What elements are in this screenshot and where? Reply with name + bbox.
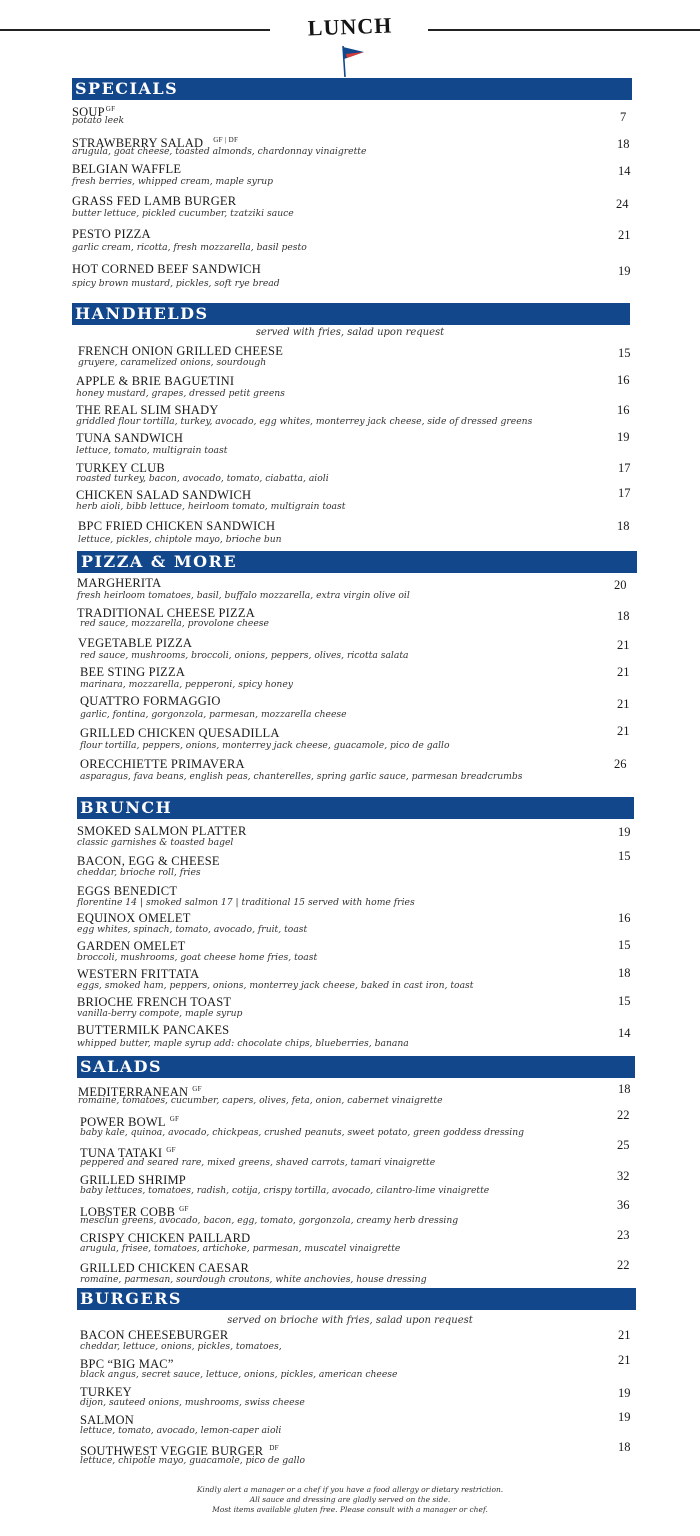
item-price: 21	[617, 724, 630, 738]
item-price: 32	[617, 1169, 630, 1183]
item-name: CHICKEN SALAD SANDWICH	[76, 488, 252, 502]
item-price: 18	[618, 1440, 631, 1454]
item-price: 7	[620, 110, 627, 124]
item-price: 18	[617, 519, 630, 533]
footer-line: Kindly alert a manager or a chef if you have a food allergy or dietary restriction.	[196, 1485, 504, 1494]
item-description: lettuce, tomato, multigrain toast	[76, 445, 228, 456]
item-description: mesclun greens, avocado, bacon, egg, tomato, gorgonzola, creamy herb dressing	[80, 1215, 459, 1226]
item-name: EQUINOX OMELET	[77, 911, 191, 925]
item-description: spicy brown mustard, pickles, soft rye bread	[72, 278, 280, 289]
dietary-tag: GF	[105, 105, 116, 113]
item-price: 26	[614, 757, 627, 771]
item-description: cheddar, brioche roll, fries	[77, 867, 201, 878]
item-price: 21	[618, 1353, 631, 1367]
item-description: romaine, parmesan, sourdough croutons, white anchovies, house dressing	[80, 1274, 427, 1285]
item-price: 18	[618, 966, 631, 980]
dietary-tag: GF	[179, 1205, 189, 1213]
section-title: SALADS	[77, 1056, 635, 1078]
item-name: GRILLED CHICKEN CAESAR	[80, 1261, 249, 1275]
item-price: 16	[618, 911, 631, 925]
item-name: PESTO PIZZA	[72, 227, 151, 241]
item-price: 17	[618, 486, 631, 500]
item-price: 17	[618, 461, 631, 475]
item-name: SOUP	[72, 105, 105, 120]
section-title: SPECIALS	[72, 78, 632, 100]
item-name: APPLE & BRIE BAGUETINI	[76, 374, 235, 388]
item-price: 21	[617, 697, 630, 711]
item-description: honey mustard, grapes, dressed petit greens	[76, 388, 285, 399]
item-description: roasted turkey, bacon, avocado, tomato, ciabatta, aioli	[76, 473, 329, 484]
dietary-tag: GF	[192, 1085, 202, 1093]
item-price: 19	[617, 430, 630, 444]
item-name: BPC FRIED CHICKEN SANDWICH	[78, 519, 276, 533]
section-title: PIZZA & MORE	[77, 551, 637, 573]
item-price: 36	[617, 1198, 630, 1212]
item-description: garlic cream, ricotta, fresh mozzarella, basil pesto	[72, 242, 307, 253]
item-description: butter lettuce, pickled cucumber, tzatziki sauce	[72, 208, 294, 219]
item-name: BEE STING PIZZA	[80, 665, 186, 679]
item-description: fresh berries, whipped cream, maple syrup	[72, 176, 274, 187]
item-price: 18	[617, 609, 630, 623]
item-price: 24	[616, 197, 629, 211]
section-title: BURGERS	[77, 1288, 636, 1310]
item-name: SALMON	[80, 1413, 134, 1427]
item-name: VEGETABLE PIZZA	[78, 636, 193, 650]
item-price: 22	[617, 1258, 630, 1272]
item-name: GARDEN OMELET	[77, 939, 186, 953]
item-description: lettuce, tomato, avocado, lemon-caper aioli	[80, 1425, 282, 1436]
item-price: 14	[618, 164, 631, 178]
item-name: GRILLED SHRIMP	[80, 1173, 186, 1187]
item-name: BACON CHEESEBURGER	[80, 1328, 229, 1342]
item-name: POWER BOWL	[80, 1115, 166, 1130]
item-name: STRAWBERRY SALAD	[72, 136, 204, 151]
section-note: served on brioche with fries, salad upon request	[227, 1315, 473, 1326]
dietary-tag: GF	[166, 1146, 176, 1154]
item-price: 16	[617, 373, 630, 387]
footer-line: All sauce and dressing are gladly served on the side.	[249, 1495, 451, 1504]
item-description: egg whites, spinach, tomato, avocado, fruit, toast	[77, 924, 308, 935]
item-name: BELGIAN WAFFLE	[72, 162, 182, 176]
dietary-tag: DF	[269, 1444, 279, 1452]
item-price: 20	[614, 578, 627, 592]
item-name: SOUTHWEST VEGGIE BURGER	[80, 1444, 264, 1459]
section-title: HANDHELDS	[72, 303, 630, 325]
item-price: 18	[617, 137, 630, 151]
item-name: HOT CORNED BEEF SANDWICH	[72, 262, 261, 276]
item-description: vanilla-berry compote, maple syrup	[77, 1008, 243, 1019]
item-name: MARGHERITA	[77, 576, 162, 590]
header-rule-left	[0, 29, 270, 31]
item-description: whipped butter, maple syrup add: chocolate chips, blueberries, banana	[77, 1038, 409, 1049]
item-price: 18	[618, 1082, 631, 1096]
item-price: 25	[617, 1138, 630, 1152]
item-name: TURKEY CLUB	[76, 461, 165, 475]
item-price: 22	[617, 1108, 630, 1122]
item-description: flour tortilla, peppers, onions, monterrey jack cheese, guacamole, pico de gallo	[80, 740, 450, 751]
burgee-flag-icon	[338, 44, 368, 78]
item-description: dijon, sauteed onions, mushrooms, swiss cheese	[80, 1397, 305, 1408]
dietary-tag: GF	[169, 1115, 180, 1123]
dietary-tag: GF | DF	[213, 136, 239, 144]
item-description: griddled flour tortilla, turkey, avocado, egg whites, monterrey jack cheese, side of dressed greens	[76, 416, 533, 427]
item-name: TRADITIONAL CHEESE PIZZA	[77, 606, 255, 620]
section-note: served with fries, salad upon request	[255, 327, 445, 338]
item-name: MEDITERRANEAN	[78, 1085, 189, 1100]
item-price: 19	[618, 825, 631, 839]
item-description: asparagus, fava beans, english peas, chanterelles, spring garlic sauce, parmesan breadcrumbs	[80, 771, 523, 782]
item-price: 15	[618, 994, 631, 1008]
item-description: fresh heirloom tomatoes, basil, buffalo mozzarella, extra virgin olive oil	[77, 590, 410, 601]
item-name: BACON, EGG & CHEESE	[77, 854, 220, 868]
item-description: potato leek	[72, 115, 125, 126]
menu-title: LUNCH	[307, 12, 393, 41]
item-description: baby kale, quinoa, avocado, chickpeas, crushed peanuts, sweet potato, green goddess dressing	[80, 1127, 524, 1138]
item-description: eggs, smoked ham, peppers, onions, monterrey jack cheese, baked in cast iron, toast	[77, 980, 474, 991]
item-price: 19	[618, 264, 631, 278]
item-name: BUTTERMILK PANCAKES	[77, 1023, 230, 1037]
item-name: BPC “BIG MAC”	[80, 1357, 174, 1371]
item-name: GRILLED CHICKEN QUESADILLA	[80, 726, 280, 740]
item-price: 23	[617, 1228, 630, 1242]
item-name: QUATTRO FORMAGGIO	[80, 694, 221, 708]
item-description: florentine 14 | smoked salmon 17 | traditional 15 served with home fries	[77, 897, 415, 908]
item-price: 21	[618, 1328, 631, 1342]
item-name: SMOKED SALMON PLATTER	[77, 824, 247, 838]
item-description: gruyere, caramelized onions, sourdough	[78, 357, 267, 368]
item-description: garlic, fontina, gorgonzola, parmesan, mozzarella cheese	[80, 709, 347, 720]
menu-header	[298, 14, 402, 40]
item-description: lettuce, pickles, chiptole mayo, brioche bun	[78, 534, 282, 545]
item-description: cheddar, lettuce, onions, pickles, tomatoes,	[80, 1341, 282, 1352]
item-description: classic garnishes & toasted bagel	[77, 837, 234, 848]
item-price: 14	[618, 1026, 631, 1040]
item-description: peppered and seared rare, mixed greens, shaved carrots, tamari vinaigrette	[80, 1157, 436, 1168]
item-name: FRENCH ONION GRILLED CHEESE	[78, 344, 284, 358]
item-description: red sauce, mozzarella, provolone cheese	[80, 618, 269, 629]
item-description: broccoli, mushrooms, goat cheese home fries, toast	[77, 952, 318, 963]
item-name: GRASS FED LAMB BURGER	[72, 194, 237, 208]
footer-line: Most items available gluten free. Please consult with a manager or chef.	[212, 1505, 488, 1514]
item-description: arugula, frisee, tomatoes, artichoke, parmesan, muscatel vinaigrette	[80, 1243, 401, 1254]
item-description: romaine, tomatoes, cucumber, capers, olives, feta, onion, cabernet vinaigrette	[78, 1095, 443, 1106]
item-name: EGGS BENEDICT	[77, 884, 178, 898]
item-name: TUNA SANDWICH	[76, 431, 184, 445]
item-price: 21	[617, 665, 630, 679]
item-description: marinara, mozzarella, pepperoni, spicy honey	[80, 679, 293, 690]
item-price: 15	[618, 849, 631, 863]
item-name: ORECCHIETTE PRIMAVERA	[80, 757, 245, 771]
header-rule-right	[428, 29, 700, 31]
item-description: black angus, secret sauce, lettuce, onions, pickles, american cheese	[80, 1369, 398, 1380]
item-price: 19	[618, 1386, 631, 1400]
item-description: herb aioli, bibb lettuce, heirloom tomato, multigrain toast	[76, 501, 346, 512]
item-name: THE REAL SLIM SHADY	[76, 403, 219, 417]
item-price: 15	[618, 938, 631, 952]
section-title: BRUNCH	[77, 797, 634, 819]
item-price: 16	[617, 403, 630, 417]
item-price: 15	[618, 346, 631, 360]
allergy-notice	[0, 1485, 700, 1515]
item-price: 21	[618, 228, 631, 242]
item-description: arugula, goat cheese, toasted almonds, chardonnay vinaigrette	[72, 146, 367, 157]
item-description: lettuce, chipotle mayo, guacamole, pico de gallo	[80, 1455, 306, 1466]
item-name: WESTERN FRITTATA	[77, 967, 200, 981]
item-description: baby lettuces, tomatoes, radish, cotija, crispy tortilla, avocado, cilantro-lime vinaigrette	[80, 1185, 490, 1196]
item-name: BRIOCHE FRENCH TOAST	[77, 995, 232, 1009]
item-name: LOBSTER COBB	[80, 1205, 176, 1220]
item-name: CRISPY CHICKEN PAILLARD	[80, 1231, 251, 1245]
item-price: 19	[618, 1410, 631, 1424]
item-description: red sauce, mushrooms, broccoli, onions, peppers, olives, ricotta salata	[80, 650, 409, 661]
item-price: 21	[617, 638, 630, 652]
item-name: TURKEY	[80, 1385, 132, 1399]
item-name: TUNA TATAKI	[80, 1146, 163, 1161]
